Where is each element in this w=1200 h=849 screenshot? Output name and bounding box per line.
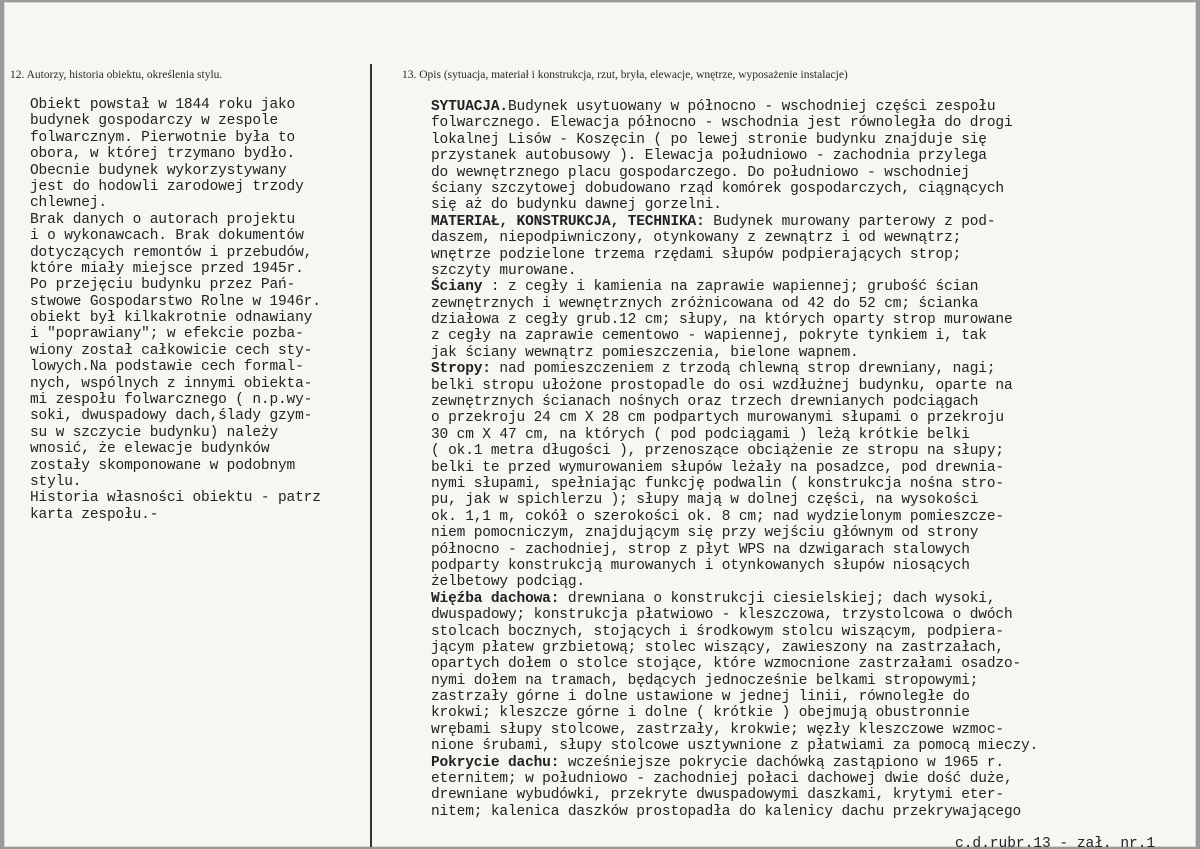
history-line: Po przejęciu budynku przez Pań- <box>30 277 296 294</box>
history-line: które miały miejsce przed 1945r. <box>30 260 304 277</box>
description-line <box>431 230 1191 246</box>
description-line <box>431 591 1191 607</box>
description-text-run: o przekroju 24 cm X 28 cm podpartych murowanymi słupami o przekroju <box>431 410 1004 427</box>
history-line: lowych.Na podstawie cech formal- <box>30 359 304 376</box>
description-line <box>431 427 1191 443</box>
description-line <box>431 132 1191 148</box>
description-text-run: do wewnętrznego placu gospodarczego. Do południowo - wschodniej <box>431 164 970 181</box>
description-line <box>431 115 1191 131</box>
description-text-run: niem pomocniczym, znajdującym się przy wejściu głównym od strony <box>431 525 979 542</box>
section-heading: SYTUACJA. <box>431 99 508 115</box>
description-line <box>431 722 1191 738</box>
history-line: i "poprawiany"; w efekcie pozba- <box>30 326 304 343</box>
description-text-run: północno - zachodniej, strop z płyt WPS na dzwigarach stalowych <box>431 541 970 558</box>
description-line <box>431 312 1191 328</box>
description-text-run: pu, jak w spichlerzu ); słupy mają w dolnej części, na wysokości <box>431 492 979 509</box>
description-text-run: daszem, niepodpiwniczony, otynkowany z zewnątrz i od wewnątrz; <box>431 230 962 247</box>
description-text <box>431 99 1191 820</box>
description-line <box>431 197 1191 213</box>
description-text-run: 30 cm X 47 cm, na których ( pod podciągami ) leżą krótkie belki <box>431 426 970 443</box>
description-text-run: wcześniejsze pokrycie dachówką zastąpiono w 1965 r. <box>559 754 1004 771</box>
description-line <box>431 804 1191 820</box>
description-text-run: ( ok.1 metra długości ), przenoszące obciążenie ze stropu na słupy; <box>431 443 1004 460</box>
description-line <box>431 640 1191 656</box>
description-text-run: zewnętrznych ścianach nośnych oraz trzech drewnianych podciągach <box>431 394 979 411</box>
section-heading: Więźba dachowa: <box>431 590 560 607</box>
description-text-run: wrębami słupy stolcowe, zastrzały, krokwie; węzły kleszczowe wzmoc- <box>431 721 1004 738</box>
description-text-run: działowa z cegły grub.12 cm; słupy, na których oparty strop murowane <box>431 312 1013 329</box>
description-line <box>431 492 1191 508</box>
history-line: budynek gospodarczy w zespole <box>30 113 278 130</box>
history-line: obora, w której trzymano bydło. <box>30 146 296 163</box>
history-line: Obecnie budynek wykorzystywany <box>30 162 287 179</box>
history-line: nych, wspólnych z innymi obiekta- <box>30 375 313 392</box>
description-text-run: folwarcznego. Elewacja północno - wschodnia jest równoległa do drogi <box>431 115 1013 132</box>
description-text-run: zewnętrznych i wewnętrznych zróżnicowana od 42 do 52 cm; ścianka <box>431 295 979 312</box>
history-line: obiekt był kilkakrotnie odnawiany <box>30 310 313 327</box>
section-heading: Pokrycie dachu: <box>431 754 560 771</box>
history-line: wiony został całkowicie cech sty- <box>30 342 313 359</box>
history-line: su w szczycie budynku) należy <box>30 424 278 441</box>
history-line: Historia własności obiektu - patrz <box>30 490 321 507</box>
description-text-run: wnętrze podzielone trzema rzędami słupów podpierających strop; <box>431 246 962 263</box>
description-text-run: lokalnej Lisów - Koszęcin ( po lewej stronie budynku znajduje się <box>431 131 987 148</box>
description-text-run: się aż do budynku dawnej gorzelni. <box>431 197 722 214</box>
continuation-note: c.d.rubr.13 - zał. nr.1 <box>955 836 1156 847</box>
description-line <box>431 656 1191 672</box>
history-line: chlewnej. <box>30 195 107 212</box>
history-line: folwarcznym. Pierwotnie była to <box>30 129 296 146</box>
description-text-run: belki te przed wymurowaniem słupów leżały na posadzce, pod drewnia- <box>431 459 1004 476</box>
description-line <box>431 771 1191 787</box>
description-line <box>431 509 1191 525</box>
description-line <box>431 607 1191 623</box>
description-text-run: belki stropu ułożone prostopadle do osi wzdłużnej budynku, oparte na <box>431 377 1013 394</box>
description-line <box>431 394 1191 410</box>
description-line <box>431 673 1191 689</box>
description-text-run: zastrzały górne i dolne ustawione w jednej linii, równoległe do <box>431 689 970 706</box>
description-text-run: nitem; kalenica daszków prostopadła do kalenicy dachu przekrywającego <box>431 803 1022 820</box>
history-text <box>30 97 370 523</box>
description-text-run: krokwi; kleszcze górne i dolne ( krótkie ) obejmują obustronnie <box>431 705 970 722</box>
history-line: soki, dwuspadowy dach,ślady gzym- <box>30 408 313 425</box>
description-text-run: Budynek murowany parterowy z pod- <box>704 213 996 230</box>
history-line: dotyczących remontów i przebudów, <box>30 244 313 261</box>
description-text-run: z cegły na zaprawie cementowo - wapiennej, pokryte tynkiem i, tak <box>431 328 987 345</box>
section-13-header: 13. Opis (sytuacja, materiał i konstrukcja, rzut, bryła, elewacje, wnętrze, wyposażenie instalacje) <box>402 69 848 81</box>
description-text-run: nione śrubami, słupy stolcowe usztywnione z płatwiami za pomocą mieczy. <box>431 738 1039 755</box>
description-line <box>431 263 1191 279</box>
description-text-run: jącym płatew grzbietową; stolec wiszący, zawieszony na zastrzałach, <box>431 639 1004 656</box>
history-line: zostały skomponowane w podobnym <box>30 457 296 474</box>
history-line: i o wykonawcach. Brak dokumentów <box>30 228 304 245</box>
description-line <box>431 296 1191 312</box>
description-line <box>431 361 1191 377</box>
description-text-run: szczyty murowane. <box>431 262 577 279</box>
section-12-header: 12. Autorzy, historia obiektu, określenia stylu. <box>10 69 223 81</box>
description-text-run: : z cegły i kamienia na zaprawie wapiennej; grubość ścian <box>482 279 979 296</box>
description-text-run: nymi dołem na tramach, będących jednocześnie belkami stropowymi; <box>431 672 979 689</box>
description-text-run: ok. 1,1 m, cokół o szerokości ok. 8 cm; nad wydzielonym pomieszcze- <box>431 508 1004 525</box>
description-line <box>431 705 1191 721</box>
description-line <box>431 99 1191 115</box>
description-line <box>431 345 1191 361</box>
description-text-run: Budynek usytuowany w północno - wschodniej części zespołu <box>507 99 996 115</box>
description-text-run: stolcach bocznych, stojących i środkowym stolcu wiszącym, podpiera- <box>431 623 1004 640</box>
section-heading: Stropy: <box>431 361 491 378</box>
description-line <box>431 558 1191 574</box>
description-line <box>431 738 1191 754</box>
history-line: Obiekt powstał w 1844 roku jako <box>30 97 296 113</box>
column-divider <box>370 64 372 847</box>
history-line: stwowe Gospodarstwo Rolne w 1946r. <box>30 293 321 310</box>
description-line <box>431 378 1191 394</box>
description-text-run: opartych dołem o stolce stojące, które wzmocnione zastrzałami osadzo- <box>431 656 1022 673</box>
history-line: karta zespołu.- <box>30 506 159 523</box>
history-line: jest do hodowli zarodowej trzody <box>30 178 304 195</box>
section-heading: Ściany <box>431 279 483 296</box>
description-text-run: dwuspadowy; konstrukcja płatwiowo - kleszczowa, trzystolcowa o dwóch <box>431 607 1013 624</box>
description-text-run: drewniane wybudówki, przekryte dwuspadowymi daszkami, krytymi eter- <box>431 787 1004 804</box>
document-page <box>4 2 1196 847</box>
description-line <box>431 542 1191 558</box>
description-line <box>431 574 1191 590</box>
description-text-run: drewniana o konstrukcji ciesielskiej; dach wysoki, <box>559 590 996 607</box>
description-text-run: jak ściany wewnątrz pomieszczenia, bielone wapnem. <box>431 344 859 361</box>
description-text-run: podparty konstrukcją murowanych i otynkowanych słupów niosących <box>431 557 970 574</box>
description-line <box>431 476 1191 492</box>
description-line <box>431 279 1191 295</box>
description-line <box>431 443 1191 459</box>
description-line <box>431 624 1191 640</box>
description-line <box>431 787 1191 803</box>
description-text-run: przystanek autobusowy ). Elewacja południowo - zachodnia przylega <box>431 148 987 165</box>
description-line <box>431 410 1191 426</box>
description-line <box>431 328 1191 344</box>
description-line <box>431 148 1191 164</box>
description-line <box>431 247 1191 263</box>
description-line <box>431 460 1191 476</box>
description-line <box>431 165 1191 181</box>
description-text-run: nymi słupami, spełniając funkcję podwalin ( konstrukcja nośna stro- <box>431 475 1004 492</box>
description-text-run: nad pomieszczeniem z trzodą chlewną strop drewniany, nagi; <box>490 361 996 378</box>
history-line: mi zespołu folwarcznego ( n.p.wy- <box>30 392 313 409</box>
description-text-run: żelbetowy podciąg. <box>431 574 585 591</box>
description-line <box>431 181 1191 197</box>
description-line <box>431 525 1191 541</box>
history-line: Brak danych o autorach projektu <box>30 211 296 228</box>
history-line: wnosić, że elewacje budynków <box>30 441 270 458</box>
section-heading: MATERIAŁ, KONSTRUKCJA, TECHNIKA: <box>431 213 705 230</box>
description-line <box>431 689 1191 705</box>
description-line <box>431 755 1191 771</box>
description-text-run: ściany szczytowej dobudowano rząd komórek gospodarczych, ciągnących <box>431 180 1004 197</box>
history-line: stylu. <box>30 473 82 490</box>
description-line <box>431 214 1191 230</box>
description-text-run: eternitem; w południowo - zachodniej połaci dachowej dwie dość duże, <box>431 771 1013 788</box>
